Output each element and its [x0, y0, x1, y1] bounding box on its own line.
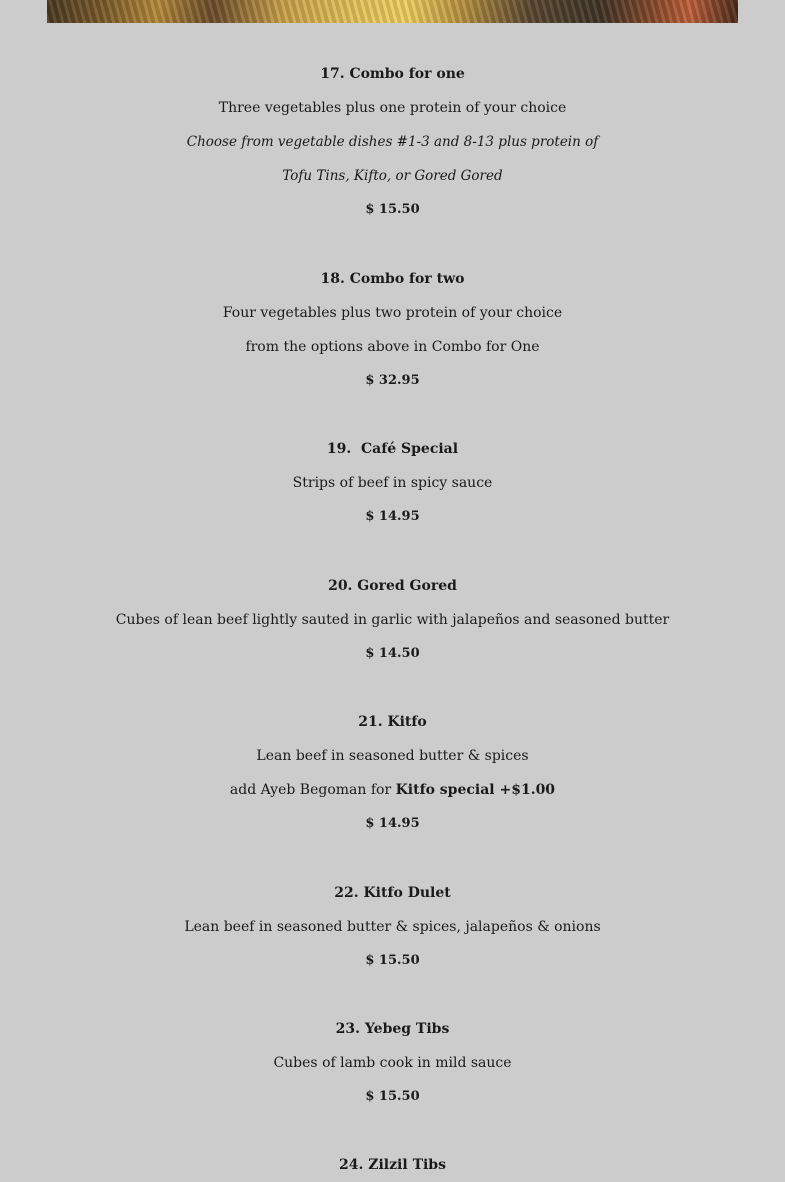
- item-description: from the options above in Combo for One: [245, 339, 540, 355]
- item-price: $ 15.50: [365, 202, 420, 217]
- item-title: 19. Café Special: [326, 441, 459, 457]
- item-description: Cubes of lamb cook in mild sauce: [273, 1055, 512, 1071]
- addon-text: add Ayeb Begoman for: [229, 782, 396, 798]
- item-price: $ 15.50: [365, 953, 420, 968]
- menu-item-17: [0, 57, 785, 227]
- item-description: Lean beef in seasoned butter & spices: [256, 748, 529, 764]
- item-price: $ 14.95: [365, 509, 420, 524]
- item-title: 23. Yebeg Tibs: [335, 1021, 450, 1037]
- item-description: Strips of beef in spicy sauce: [292, 475, 493, 491]
- item-title: 18. Combo for two: [320, 271, 465, 287]
- item-note: Tofu Tins, Kifto, or Gored Gored: [282, 168, 503, 184]
- menu-item-23: [0, 1012, 785, 1114]
- item-description: Three vegetables plus one protein of your choice: [218, 100, 567, 116]
- addon-highlight: Kitfo special +$1.00: [395, 782, 556, 798]
- menu-item-22: [0, 876, 785, 978]
- menu-item-20: [0, 569, 785, 671]
- item-addon: [0, 773, 785, 807]
- menu-item-19: [0, 432, 785, 534]
- item-title: 24. Zilzil Tibs: [339, 1157, 446, 1173]
- item-description: Cubes of lean beef lightly sauted in garlic with jalapeños and seasoned butter: [115, 612, 670, 628]
- item-note: Choose from vegetable dishes #1-3 and 8-13 plus protein of: [186, 134, 599, 150]
- item-price: $ 32.95: [365, 373, 420, 388]
- item-title: 22. Kitfo Dulet: [334, 885, 451, 901]
- menu-item-21: [0, 705, 785, 841]
- item-title: 17. Combo for one: [320, 66, 465, 82]
- item-price: $ 14.95: [365, 816, 420, 831]
- item-description: Four vegetables plus two protein of your choice: [222, 305, 563, 321]
- menu-item-18: [0, 262, 785, 398]
- menu-item-24: [0, 1148, 785, 1182]
- item-title: 21. Kitfo: [358, 714, 427, 730]
- food-photo-banner: [47, 0, 738, 23]
- item-title: 20. Gored Gored: [328, 578, 457, 594]
- item-description: Lean beef in seasoned butter & spices, jalapeños & onions: [184, 919, 601, 935]
- item-price: $ 14.50: [365, 646, 420, 661]
- item-price: $ 15.50: [365, 1089, 420, 1104]
